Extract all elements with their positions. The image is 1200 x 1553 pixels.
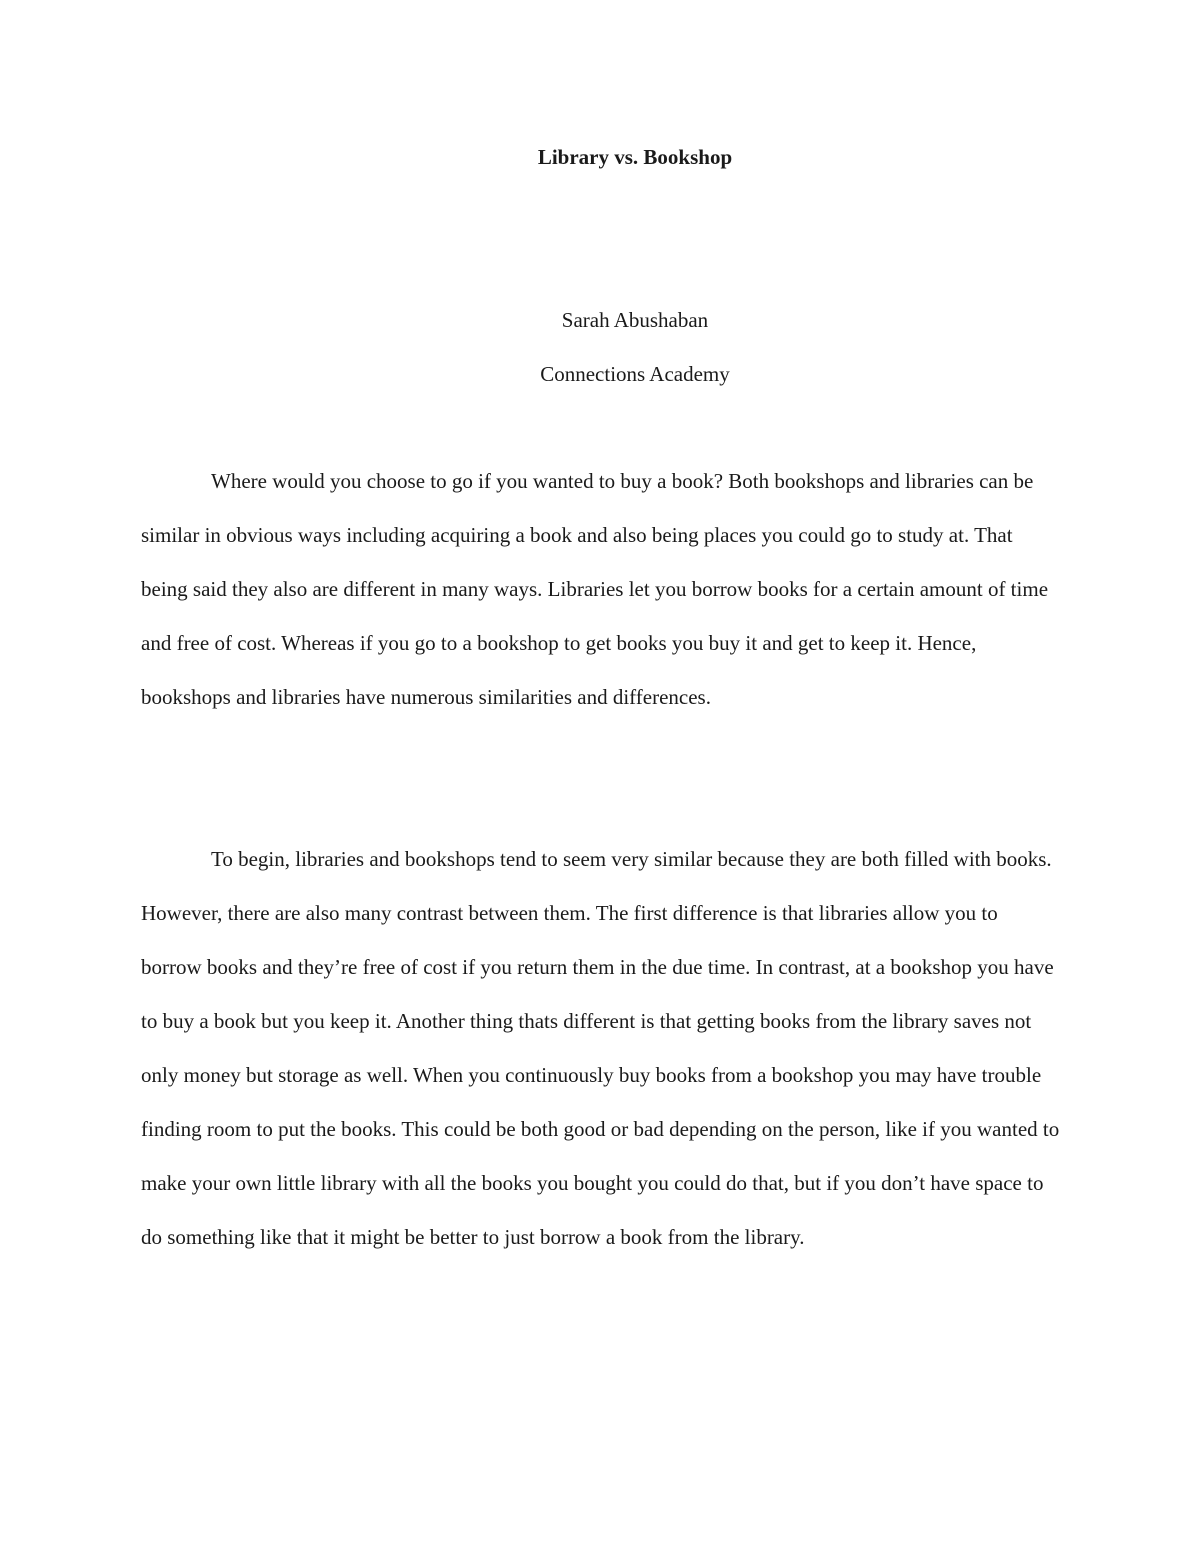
- school-name: Connections Academy: [540, 362, 730, 386]
- paragraph-intro: Where would you choose to go if you wanted to buy a book? Both bookshops and libraries can be similar in obvious ways including acquiring a book and also being places you could go to study at. That being said they also are different in many ways. Libraries let you borrow books for a certain amount of time and free of cost. Whereas if you go to a bookshop to get books you buy it and get to keep it. Hence, bookshops and libraries have numerous similarities and differences.: [141, 469, 1049, 709]
- paragraph-body: To begin, libraries and bookshops tend to seem very similar because they are both filled with books. However, there are also many contrast between them. The first difference is that libraries allow you to borrow books and they’re free of cost if you return them in the due time. In contrast, at a bookshop you have to buy a book but you keep it. Another thing thats different is that getting books from the library saves not only money but storage as well. When you continuously buy books from a bookshop you may have trouble finding room to put the books. This could be both good or bad depending on the person, like if you wanted to make your own little library with all the books you bought you could do that, but if you don’t have space to do something like that it might be better to just borrow a book from the library.: [141, 847, 1060, 1249]
- document-title: Library vs. Bookshop: [537, 145, 733, 169]
- author-name: Sarah Abushaban: [561, 308, 709, 332]
